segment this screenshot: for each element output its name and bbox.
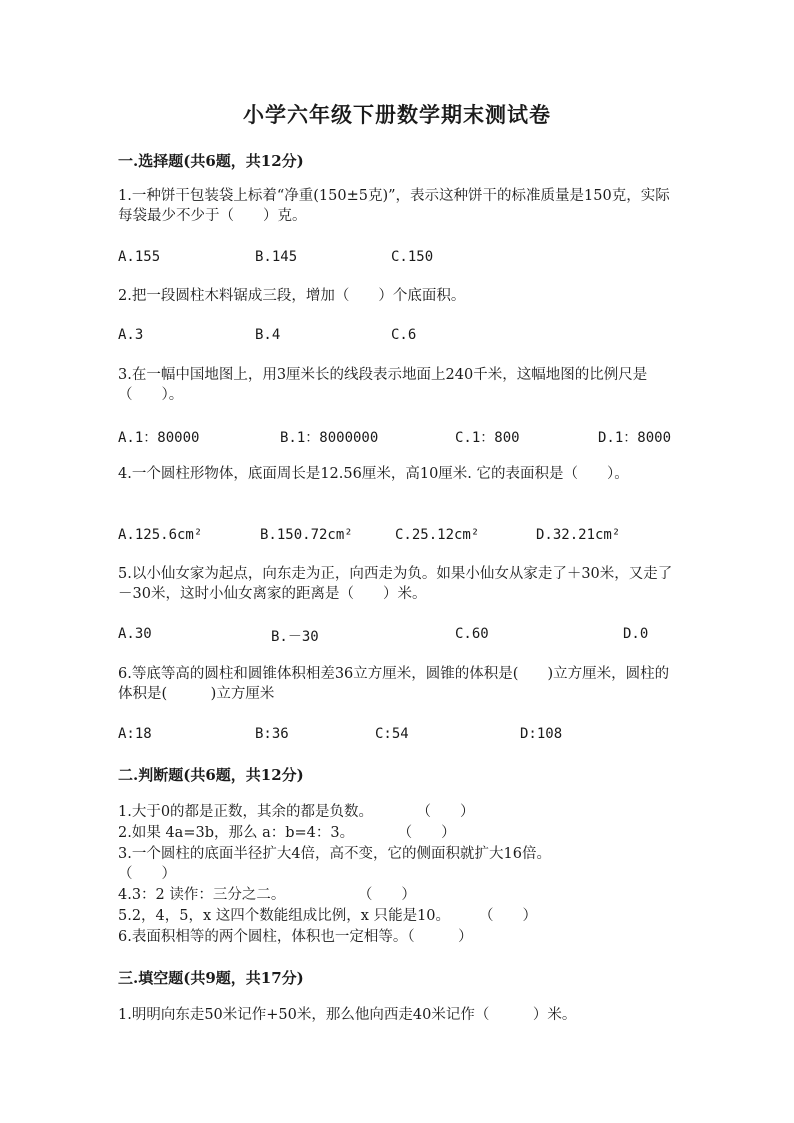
judge-item: 2.如果 4a=3b，那么 a：b=4：3。 （ ） [118,825,456,841]
option-c: C.60 [455,626,489,642]
option-a: A:18 [118,726,152,742]
option-b: B.145 [255,249,298,265]
option-b: B:36 [255,726,289,742]
judge-item: 6.表面积相等的两个圆柱，体积也一定相等。（ ） [118,929,473,945]
section-heading-fill: 三.填空题(共9题，共17分) [118,969,304,987]
question-text: 4.一个圆柱形物体，底面周长是12.56厘米，高10厘米. 它的表面积是（ ）。 [118,466,629,482]
judge-item: 1.大于0的都是正数，其余的都是负数。 （ ） [118,804,475,820]
judge-item-bracket: （ ） [118,866,176,882]
option-b: B.150.72cm² [260,527,353,543]
option-c: C:54 [375,726,409,742]
option-a: A.125.6cm² [118,527,203,543]
option-b: B.4 [255,327,281,343]
option-c: C.150 [391,249,434,265]
question-text: 5.以小仙女家为起点，向东走为正，向西走为负。如果小仙女从家走了＋30米，又走了－30米，这时小仙女离家的距离是（ ）米。 [118,566,673,602]
question-text: 6.等底等高的圆柱和圆锥体积相差36立方厘米，圆锥的体积是( )立方厘米，圆柱的体积是( )立方厘米 [118,666,670,702]
option-a: A.30 [118,626,152,642]
option-d: D.0 [623,626,649,642]
option-b: B.1：8000000 [280,430,379,446]
option-a: A.155 [118,249,161,265]
option-d: D:108 [520,726,563,742]
option-c: C.25.12cm² [395,527,480,543]
judge-item: 5.2，4，5，x 这四个数能组成比例，x 只能是10。 （ ） [118,908,538,924]
judge-item: 4.3：2 读作：三分之二。 （ ） [118,887,416,903]
option-b: B.－30 [271,629,319,645]
option-c: C.6 [391,327,417,343]
judge-item: 3.一个圆柱的底面半径扩大4倍，高不变，它的侧面积就扩大16倍。 [118,846,552,862]
question-text: 2.把一段圆柱木料锯成三段，增加（ ）个底面积。 [118,288,466,304]
page-title: 小学六年级下册数学期末测试卷 [243,102,551,127]
section-heading-judge: 二.判断题(共6题，共12分) [118,766,304,784]
question-text: 1.一种饼干包装袋上标着“净重(150±5克)”，表示这种饼干的标准质量是150克，实际每袋最少不少于（ ）克。 [118,188,670,224]
option-a: A.1：80000 [118,430,200,446]
fill-item: 1.明明向东走50米记作+50米，那么他向西走40米记作（ ）米。 [118,1007,577,1023]
option-c: C.1：800 [455,430,520,446]
section-heading-choice: 一.选择题(共6题，共12分) [118,152,304,170]
option-d: D.32.21cm² [536,527,621,543]
option-a: A.3 [118,327,144,343]
option-d: D.1：8000 [598,430,672,446]
question-text: 3.在一幅中国地图上，用3厘米长的线段表示地面上240千米，这幅地图的比例尺是（ ）。 [118,367,648,403]
